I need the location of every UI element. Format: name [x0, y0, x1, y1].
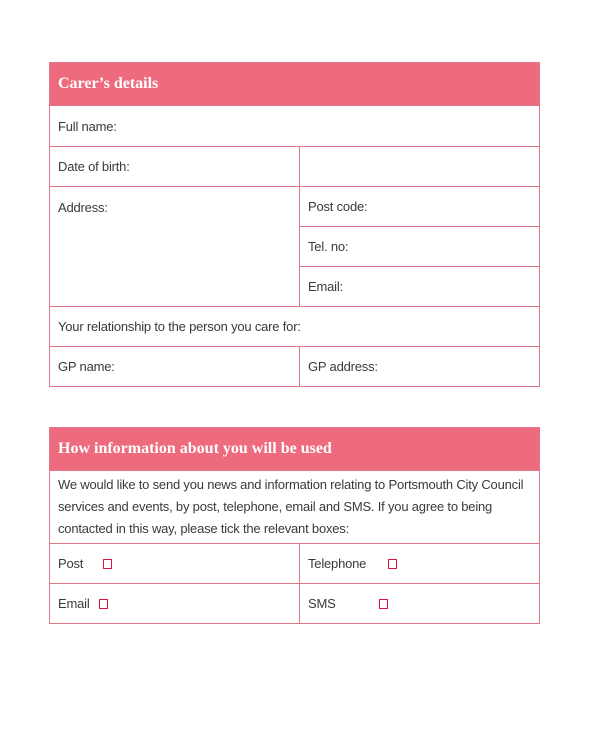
date-of-birth-label: Date of birth: [58, 159, 130, 174]
date-of-birth-field[interactable] [50, 147, 300, 187]
email-option-label: Email [58, 596, 90, 611]
gp-address-field[interactable] [300, 347, 540, 387]
telephone-option [300, 544, 540, 584]
tel-no-field[interactable] [300, 227, 540, 267]
sms-option [300, 584, 540, 624]
sms-option-label: SMS [308, 596, 336, 611]
post-code-label: Post code: [308, 199, 368, 214]
gp-name-label: GP name: [58, 359, 115, 374]
post-code-field[interactable] [300, 187, 540, 227]
full-name-label: Full name: [58, 118, 117, 134]
info-usage-description: We would like to send you news and information relating to Portsmouth City Council services and events, by post, telephone, email and SMS. If you agree to being contacted in this way, please tick the relevant boxes: [50, 471, 540, 544]
sms-checkbox[interactable] [379, 599, 388, 609]
full-name-field[interactable] [50, 106, 540, 147]
email-label: Email: [308, 279, 343, 294]
gp-name-field[interactable] [50, 347, 300, 387]
relationship-label: Your relationship to the person you care for: [58, 319, 301, 334]
tel-no-label: Tel. no: [308, 239, 349, 254]
address-label: Address: [58, 200, 108, 215]
carers-details-table [49, 62, 540, 387]
post-option [50, 544, 300, 584]
date-of-birth-value[interactable] [300, 147, 540, 187]
telephone-option-label: Telephone [308, 556, 367, 571]
gp-address-label: GP address: [308, 359, 378, 374]
carers-details-header: Carer’s details [50, 63, 540, 106]
email-checkbox[interactable] [99, 599, 108, 609]
info-usage-header: How information about you will be used [50, 428, 540, 471]
info-usage-table [49, 427, 540, 624]
telephone-checkbox[interactable] [388, 559, 397, 569]
relationship-field[interactable] [50, 307, 540, 347]
post-option-label: Post [58, 556, 84, 571]
address-field[interactable] [50, 187, 300, 307]
post-checkbox[interactable] [103, 559, 112, 569]
email-option [50, 584, 300, 624]
email-field[interactable] [300, 267, 540, 307]
